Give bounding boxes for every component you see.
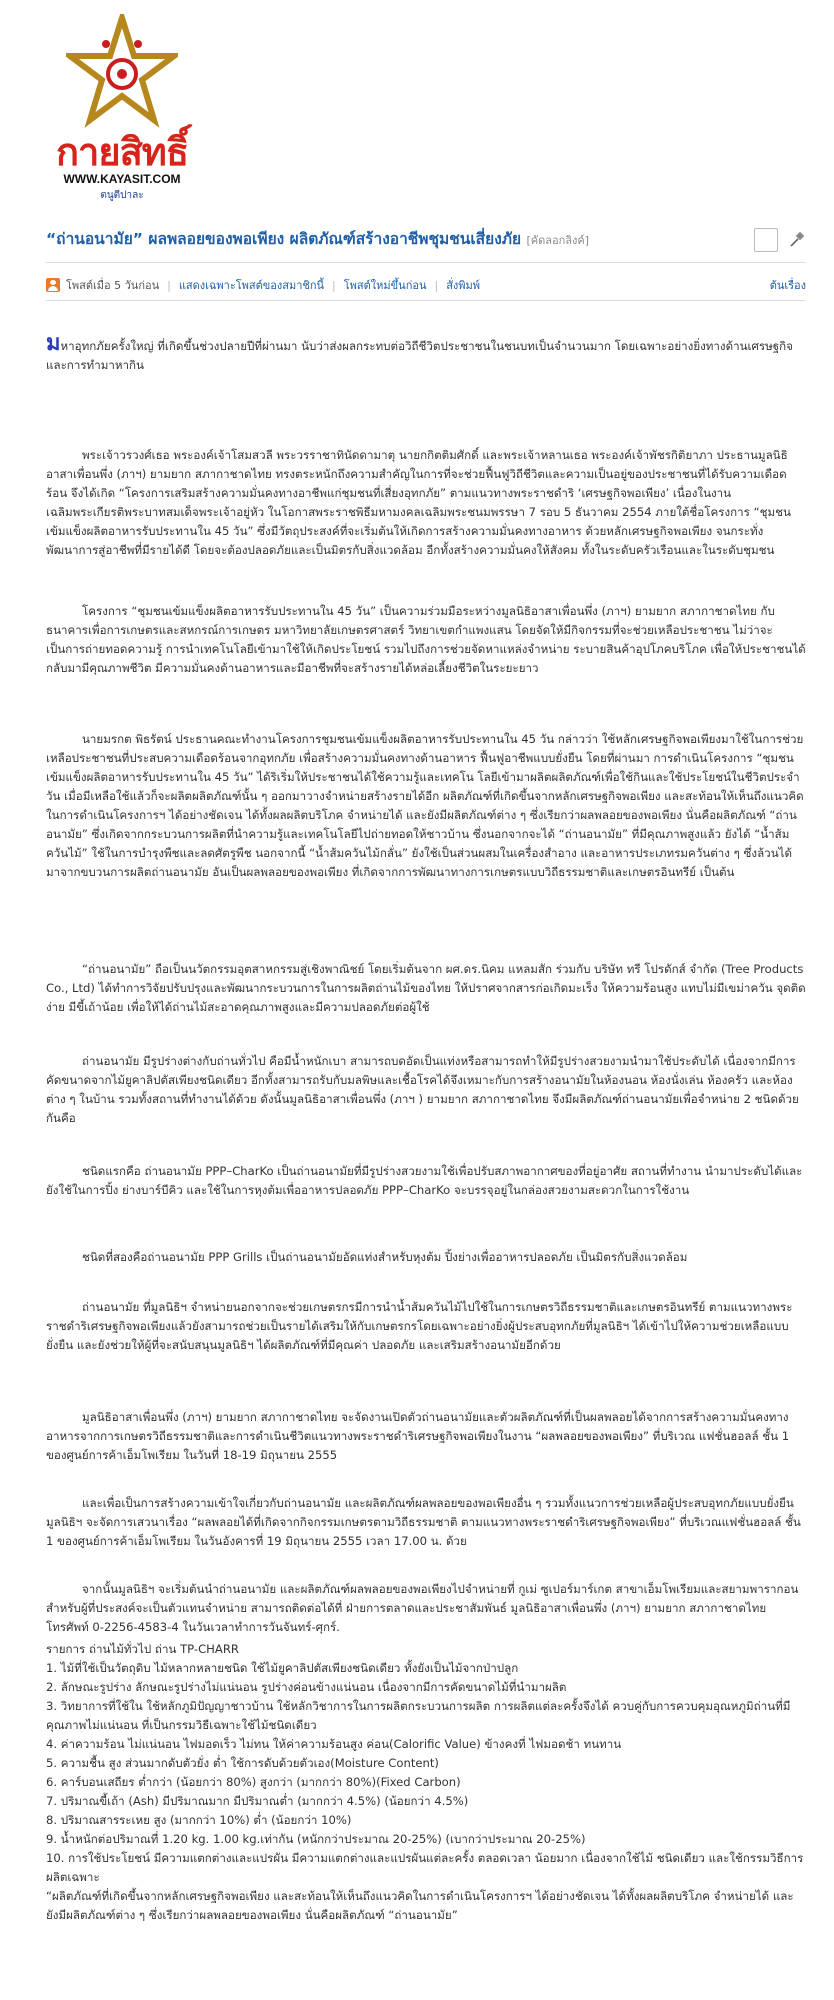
separator: | <box>434 278 439 292</box>
post-header <box>46 228 806 252</box>
divider-top <box>46 262 806 263</box>
pin-icon[interactable] <box>788 231 806 249</box>
user-icon <box>46 278 60 292</box>
paragraph-5: ถ่านอนามัย มีรูปร่างต่างกับถ่านทั่วไป คือมีน้ำหนักเบา สามารถบดอัดเป็นแท่งหรือสามารถทำให้มีรูปร่างสวยงามนำมาใช้ประดับได้ เนื่องจากมีการคัดขนาดจากไม้ยูคาลิปตัสเพียงชนิดเดียว อีกทั้งสามารถรับกับมลพิษและเชื้อโรคได้จึงเหมาะกับการสร้างอนามัยในห้องนอน ห้องนั่งเล่น ห้องครัว และห้องต่าง ๆ ในบ้าน รวมทั้งสถานที่ทำงานได้ด้วย ดังนั้นมูลนิธิอาสาเพื่อนพึ่ง (ภาฯ ) ยามยาก สภากาชาดไทย จึงมีผลิตภัณฑ์ถ่านอนามัยเพื่อจำหน่าย 2 ชนิดด้วยกันคือ <box>46 1054 799 1125</box>
paragraph-1: พระเจ้าวรวงศ์เธอ พระองค์เจ้าโสมสวลี พระวรราชาทินัดดามาตุ นายกกิตติมศักดิ์ และพระเจ้าหลานเธอ พระองค์เจ้าพัชรกิติยาภา ประธานมูลนิธิอาสาเพื่อนพึ่ง (ภาฯ) ยามยาก สภากาชาดไทย ทรงตระหนักถึงความสำคัญในการที่จะช่วยฟื้นฟูวิถีชีวิตและความเป็นอยู่ของประชาชนที่ได้รับความเดือดร้อน จึงได้เกิด “โครงการเสริมสร้างความมั่นคงทางอาชีพแก่ชุมชนที่เสี่ยงอุทกภัย” ตามแนวทางพระราชดำริ ‘เศรษฐกิจพอเพียง’ เนื่องในงานเฉลิมพระเกียรติพระบาทสมเด็จพระเจ้าอยู่หัว ในโอกาสพระราชพิธีมหามงคลเฉลิมพระชนมพรรษา 7 รอบ 5 ธันวาคม 2554 ภายใต้ชื่อโครงการ “ชุมชนเข้มแข็งผลิตอาหารรับประทานใน 45 วัน” ซึ่งมีวัตถุประสงค์ที่จะเริ่มต้นให้เกิดการสร้างความมั่นคงทางอาหาร ด้วยหลักเศรษฐกิจพอเพียง จนกระทั่งพัฒนาการสู่อาชีพที่มีรายได้ดี โดยจะต้องปลอดภัยและเป็นมิตรกับสิ่งแวดล้อม อีกทั้งสร้างความมั่นคงให้สังคม ทั้งในระดับครัวเรือนและในระดับชุมชน <box>46 448 791 557</box>
list-item: 1. ไม้ที่ใช้เป็นวัตถุดิบ ไม้หลากหลายชนิด ใช้ไม้ยูคาลิปตัสเพียงชนิดเดียว ทั้งยังเป็นไม้จากป่าปลูก <box>46 1661 519 1675</box>
title-tools <box>754 228 806 252</box>
copy-link[interactable]: [คัดลอกลิงค์] <box>526 234 590 247</box>
post-meta <box>46 274 806 296</box>
list-item: 4. ค่าความร้อน ไม่แน่นอน ไฟมอดเร็ว ไม่ทน ให้ค่าความร้อนสูง ค่อน(Calorific Value) ข้างคงที่ ไฟมอดช้า ทนทาน <box>46 1737 622 1751</box>
newest-first-link[interactable]: โพสต์ใหม่ขึ้นก่อน <box>343 279 427 292</box>
select-checkbox[interactable] <box>754 228 778 252</box>
paragraph-2: โครงการ “ชุมชนเข้มแข็งผลิตอาหารรับประทานใน 45 วัน” เป็นความร่วมมือระหว่างมูลนิธิอาสาเพื่อนพึ่ง (ภาฯ) ยามยาก สภากาชาดไทย กับธนาคารเพื่อการเกษตรและสหกรณ์การเกษตร มหาวิทยาลัยเกษตรศาสตร์ วิทยาเขตกำแพงแสน โดยจัดให้มีกิจกรรมที่จะช่วยเหลือประชาชน ไม่ว่าจะเป็นการถ่ายทอดความรู้ การนำเทคโนโลยีเข้ามาใช้ให้เกิดประโยชน์ รวมไปถึงการช่วยจัดหาแหล่งจำหน่าย ระบายสินค้าอุปโภคบริโภค เพื่อให้ประชาชนได้กลับมามีคุณภาพชีวิต มีความมั่นคงด้านอาหารและมีอาชีพที่จะสร้างรายได้หล่อเลี้ยงชีวิตในระยะยาว <box>46 604 806 675</box>
list-item: 10. การใช้ประโยชน์ มีความแตกต่างและแปรผัน มีความแตกต่างและแปรผันแต่ละครั้ง ตลอดเวลา น้อยมาก เนื่องจากใช้ไม้ ชนิดเดียว และใช้กรรมวิธีการผลิตเฉพาะ <box>46 1851 804 1884</box>
closing-paragraph: “ผลิตภัณฑ์ที่เกิดขึ้นจากหลักเศรษฐกิจพอเพียง และสะท้อนให้เห็นถึงแนวคิดในการดำเนินโครงการฯ ได้อย่างชัดเจน ได้ทั้งผลผลิตบริโภค จำหน่ายได้ และยังมีผลิตภัณฑ์ต่าง ๆ ซึ่งเรียกว่าผลพลอยของพอเพียง นั่นคือผลิตภัณฑ์ “ถ่านอนามัย” <box>46 1889 794 1922</box>
list-item: 7. ปริมาณขี้เถ้า (Ash) มีปริมาณมาก มีปริมาณต่ำ (มากกว่า 4.5%) (น้อยกว่า 4.5%) <box>46 1794 469 1808</box>
post-title-text: “ถ่านอนามัย” ผลพลอยของพอเพียง ผลิตภัณฑ์สร้างอาชีพชุมชนเสี่ยงภัย <box>46 230 522 248</box>
list-item: รายการ ถ่านไม้ทั่วไป ถ่าน TP-CHARR <box>46 1642 239 1656</box>
list-item: 8. ปริมาณสารระเหย สูง (มากกว่า 10%) ต่ำ (น้อยกว่า 10%) <box>46 1813 352 1827</box>
paragraph-10: และเพื่อเป็นการสร้างความเข้าใจเกี่ยวกับถ่านอนามัย และผลิตภัณฑ์ผลพลอยของพอเพียงอื่น ๆ รวมทั้งแนวการช่วยเหลือผู้ประสบอุทกภัยแบบยั่งยืน มูลนิธิฯ จะจัดการเสวนาเรื่อง “ผลพลอยได้ที่เกิดจากกิจกรรมเกษตรตามวิถีธรรมชาติ ตามแนวทางพระราชดำริเศรษฐกิจพอเพียง” ที่บริเวณแฟชั่นฮอลล์ ชั้น 1 ของศูนย์การค้าเอ็มโพเรียม ในวันอังคารที่ 19 มิถุนายน 2555 เวลา 17.00 น. ด้วย <box>46 1496 801 1548</box>
paragraph-8: ถ่านอนามัย ที่มูลนิธิฯ จำหน่ายนอกจากจะช่วยเกษตรกรมีการนำน้ำส้มควันไม้ไปใช้ในการเกษตรวิถีธรรมชาติและเกษตรอินทรีย์ ตามแนวทางพระราชดำริเศรษฐกิจพอเพียงแล้วยังสามารถช่วยเป็นรายได้เสริมให้กับเกษตรกรโดยเฉพาะอย่างยิ่งผู้ประสบอุทกภัยที่มูลนิธิฯ ได้เข้าไปให้ความช่วยเหลือแบบยั่งยืน และยังช่วยให้ผู้ที่จะสนับสนุนมูลนิธิฯ ได้ผลิตภัณฑ์ที่มีคุณค่า ปลอดภัย และเสริมสร้างอนามัยอีกด้วย <box>46 1300 793 1352</box>
lead-paragraph <box>46 331 806 375</box>
logo-url: WWW.KAYASIT.COM <box>63 172 181 186</box>
paragraph-7: ชนิดที่สองคือถ่านอนามัย PPP Grills เป็นถ่านอนามัยอัดแท่งสำหรับหุงต้ม ปิ้งย่างเพื่ออาหารปลอดภัย เป็นมิตรกับสิ่งแวดล้อม <box>82 1250 688 1264</box>
separator: | <box>332 278 336 292</box>
star-emblem-icon <box>66 14 178 134</box>
list-item: 3. วิทยาการที่ใช้ใน ใช้หลักภูมิปัญญาชาวบ้าน ใช้หลักวิชาการในการผลิตกระบวนการผลิต การผลิตแต่ละครั้งจึงได้ ควบคู่กับการควบคุมอุณหภูมิถ่านที่มีคุณภาพไม่แน่นอน ที่เป็นกรรมวิธีเฉพาะใช้ไม้ชนิดเดียว <box>46 1699 791 1732</box>
paragraph-11: จากนั้นมูลนิธิฯ จะเริ่มต้นนำถ่านอนามัย และผลิตภัณฑ์ผลพลอยของพอเพียงไปจำหน่ายที่ กูเม่ ซูเปอร์มาร์เกต สาขาเอ็มโพเรียมและสยามพารากอน สำหรับผู้ที่ประสงค์จะเป็นตัวแทนจำหน่าย สามารถติดต่อได้ที่ ฝ่ายการตลาดและประชาสัมพันธ์ มูลนิธิอาสาเพื่อนพึ่ง (ภาฯ) ยามยาก สภากาชาดไทย โทรศัพท์ 0-2256-4583-4 ในวันเวลาทำการวันจันทร์-ศุกร์. <box>46 1582 799 1634</box>
paragraph-4: “ถ่านอนามัย” ถือเป็นนวัตกรรมอุตสาหกรรมสู่เชิงพาณิชย์ โดยเริ่มต้นจาก ผศ.ดร.นิคม แหลมสัก ร่วมกับ บริษัท ทรี โปรดักส์ จำกัด (Tree Products Co., Ltd) ได้ทำการวิจัยปรับปรุงและพัฒนากระบวนการในการผลิตถ่านไม้ของไทย ให้ปราศจากสารก่อเกิดมะเร็ง ให้ความร้อนสูง แทบไม่มีเขม่าควัน จุดติดง่าย มีขี้เถ้าน้อย เพื่อให้ได้ถ่านไม้สะอาดคุณภาพสูงและมีความปลอดภัยต่อผู้ใช้ <box>46 962 806 1014</box>
start-link[interactable]: ต้นเรื่อง <box>769 279 806 292</box>
divider-meta <box>46 300 806 301</box>
print-link[interactable]: สั่งพิมพ์ <box>446 279 481 292</box>
list-item: 9. น้ำหนักต่อปริมาณที่ 1.20 kg. 1.00 kg.เท่ากัน (หนักกว่าประมาณ 20-25%) (เบากว่าประมาณ 20-25%) <box>46 1832 586 1846</box>
logo-brand: กายสิทธิ์ <box>55 130 189 174</box>
comparison-list <box>46 1640 806 1925</box>
list-item: 2. ลักษณะรูปร่าง ลักษณะรูปร่างไม่แน่นอน รูปร่างค่อนข้างแน่นอน เนื่องจากมีการคัดขนาดไม้ที่นำมาผลิต <box>46 1680 567 1694</box>
list-item: 5. ความชื้น สูง ส่วนมากดับตัวยั่ง ต่ำ ใช้การดับด้วยตัวเอง(Moisture Content) <box>46 1756 439 1770</box>
paragraph-3: นายมรกต พิธรัตน์ ประธานคณะทำงานโครงการชุมชนเข้มแข็งผลิตอาหารรับประทานใน 45 วัน กล่าวว่า ใช้หลักเศรษฐกิจพอเพียงมาใช้ในการช่วยเหลือประชาชนที่ประสบความเดือดร้อนจากอุทกภัย เพื่อสร้างความมั่นคงทางด้านอาหาร ฟื้นฟูอาชีพแบบยั่งยืน โดยที่ผ่านมา การดำเนินโครงการ “ชุมชนเข้มแข็งผลิตอาหารรับประทานใน 45 วัน” ได้ริเริ่มให้ประชาชนได้ใช้ความรู้และเทคโน โลยีเข้ามาผลิตผลิตภัณฑ์เพื่อใช้กินและใช้ประโยชน์ในชีวิตประจำวัน เมื่อมีเหลือใช้แล้วก็จะผลิตผลิตภัณฑ์นั้น ๆ ออกมาวางจำหน่ายสร้างรายได้อีก ผลิตภัณฑ์ที่เกิดขึ้นจากหลักเศรษฐกิจพอเพียง และสะท้อนให้เห็นถึงแนวคิดในการดำเนินโครงการฯ ได้อย่างชัดเจน ได้ทั้งผลผลิตบริโภค จำหน่ายได้ และยังมีผลิตภัณฑ์ต่าง ๆ ซึ่งเรียกว่าผลพลอยของพอเพียง นั่นคือผลิตภัณฑ์ “ถ่านอนามัย” ซึ่งเกิดจากกระบวนการผลิตที่นำความรู้และเทคโนโลยีไปถ่ายทอดให้ชาวบ้าน ซึ่งนอกจากจะได้ “ถ่านอนามัย” ที่มีคุณภาพสูงแล้ว ยังได้ “น้ำส้มควันไม้” ใช้ในการบำรุงพืชและลดศัตรูพืช นอกจากนี้ “น้ำส้มควันไม้กลั่น” ยังใช้เป็นส่วนผสมในเครื่องสำอาง และอาหารประเภทรมควันต่าง ๆ ซึ่งล้วนได้มาจากขบวนการผลิตถ่านอนามัย อันเป็นผลพลอยของพอเพียง ที่เกิดจากการพัฒนาทางการเกษตรแบบวิถีธรรมชาติและเกษตรอินทรีย์ เป็นต้น <box>46 732 804 879</box>
separator: | <box>167 278 171 292</box>
paragraph-6: ชนิดแรกคือ ถ่านอนามัย PPP–CharKo เป็นถ่านอนามัยที่มีรูปร่างสวยงามใช้เพื่อปรับสภาพอากาศของที่อยู่อาศัย สถานที่ทำงาน นำมาประดับได้และยังใช้ในการปิ้ง ย่างบาร์บีคิว และใช้ในการหุงต้มเพื่ออาหารปลอดภัย PPP–CharKo จะบรรจุอยู่ในกล่องสวยงามสะดวกในการใช้งาน <box>46 1164 803 1197</box>
posted-time: โพสต์เมื่อ 5 วันก่อน <box>66 279 160 292</box>
paragraph-9: มูลนิธิอาสาเพื่อนพึ่ง (ภาฯ) ยามยาก สภากาชาดไทย จะจัดงานเปิดตัวถ่านอนามัยและตัวผลิตภัณฑ์ที่เป็นผลพลอยได้จากการสร้างความมั่นคงทางอาหารจากการเกษตรวิถีธรรมชาติและการดำเนินชีวิตแนวทางพระราชดำริเศรษฐกิจพอเพียงในงาน “ผลพลอยของพอเพียง” ที่บริเวณ แฟชั่นฮอลล์ ชั้น 1 ของศูนย์การค้าเอ็มโพเรียม ในวันที่ 18-19 มิถุนายน 2555 <box>46 1410 790 1462</box>
drop-cap: ม <box>46 331 61 356</box>
lead-text: หาอุทกภัยครั้งใหญ่ ที่เกิดขึ้นช่วงปลายปีที่ผ่านมา นับว่าส่งผลกระทบต่อวิถีชีวิตประชาชนในชนบทเป็นจำนวนมาก โดยเฉพาะอย่างยิ่งทางด้านเศรษฐกิจและการทำมาหากิน <box>46 339 793 372</box>
site-logo[interactable] <box>52 14 192 204</box>
logo-tagline: ตนูตีปาละ <box>100 190 144 201</box>
list-item: 6. คาร์บอนเสถียร ต่ำกว่า (น้อยกว่า 80%) สูงกว่า (มากกว่า 80%)(Fixed Carbon) <box>46 1775 461 1789</box>
post-title <box>46 228 806 252</box>
members-only-link[interactable]: แสดงเฉพาะโพสต์ของสมาชิกนี้ <box>178 279 325 292</box>
